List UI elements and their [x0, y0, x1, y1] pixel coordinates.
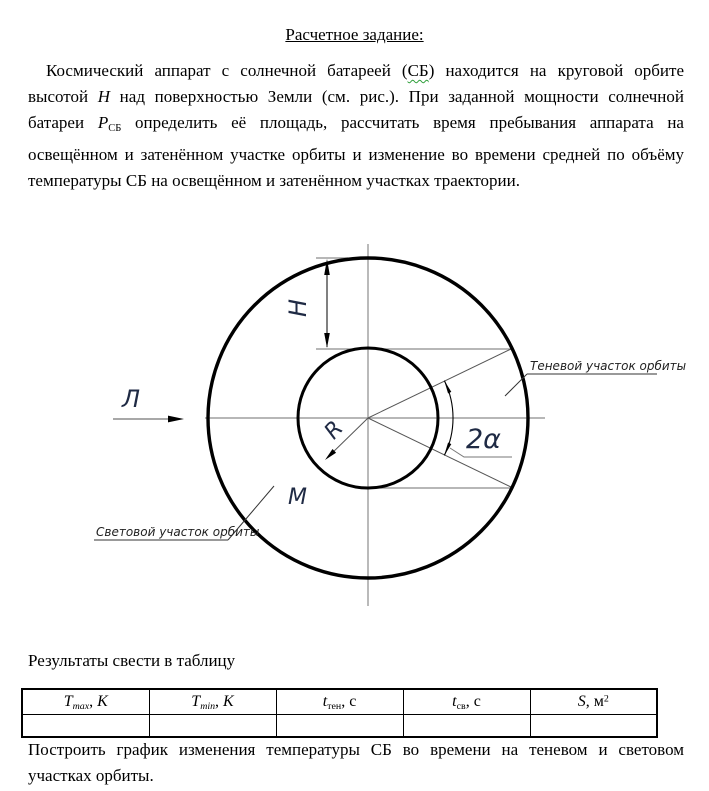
header-cell-tmin: $T_{min}$, K	[149, 689, 276, 715]
upper-shadow-ray	[368, 349, 511, 418]
altitude-label: H	[284, 298, 312, 318]
empty-cell	[276, 715, 403, 738]
altitude-dimension	[324, 259, 330, 348]
flux-arrow	[113, 416, 184, 423]
shadow-region-callout	[505, 359, 686, 396]
page-title: Расчетное задание:	[285, 25, 424, 44]
table-header-row	[22, 689, 657, 715]
sunlit-region-label: Световой участок орбиты	[96, 525, 260, 539]
empty-cell	[403, 715, 530, 738]
shadow-angle-label: 2α	[466, 424, 501, 455]
flux-label: Л	[122, 385, 141, 413]
outro-paragraph: Построить график изменения температуры СБ во времени на теневом и световом участках орбиты.	[28, 740, 684, 785]
header-cell-t-light: $t_{св}$, с	[403, 689, 530, 715]
grammar-marked-text: СБ	[407, 61, 429, 80]
power-variable: P	[97, 113, 109, 132]
satellite-label: M	[288, 485, 307, 510]
results-caption: Результаты свести в таблицу	[28, 651, 236, 670]
header-cell-area: S, $м^2$	[530, 689, 657, 715]
earth-radius-label: R	[319, 416, 349, 445]
empty-cell	[22, 715, 149, 738]
intro-paragraph: Космический аппарат с солнечной батареей (СБ) находится на круговой орбите высотой H над поверхностью Земли (см. рис.). При заданной мощности солнечной батареи $P_{СБ}$ определить её площадь, рассчитать время пребывания аппарата на освещённом и затенённом участке орбиты и изменение во времени средней по объёму температуры СБ на освещённом и затенённом участках траектории.	[28, 61, 684, 191]
results-table	[21, 688, 658, 738]
shadow-region-label: Теневой участок орбиты	[530, 359, 687, 373]
sunlit-region-callout	[94, 486, 274, 540]
altitude-variable: H	[97, 87, 111, 106]
header-cell-tmax: $T_{max}$, K	[22, 689, 149, 715]
header-cell-t-shadow: $t_{тен}$, с	[276, 689, 403, 715]
orbit-diagram	[0, 230, 709, 642]
empty-cell	[149, 715, 276, 738]
table-empty-row	[22, 715, 657, 738]
empty-cell	[530, 715, 657, 738]
